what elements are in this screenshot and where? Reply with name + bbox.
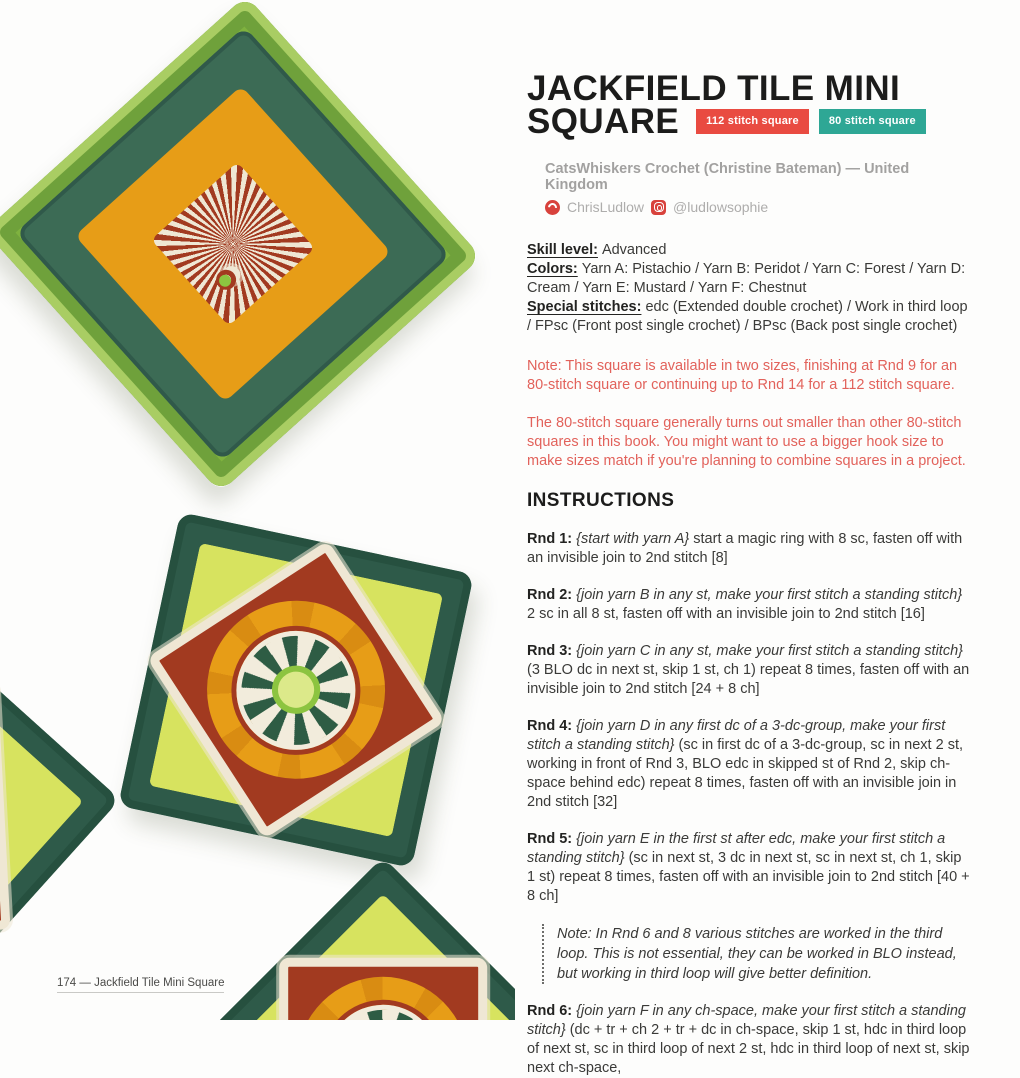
badge-80-stitch: 80 stitch square	[819, 109, 926, 134]
rnd-2	[527, 586, 972, 624]
size-note-2: The 80-stitch square generally turns out smaller than other 80-stitch squares in this book. You might want to use a bigger hook size to make sizes match if you're planning to combine squares in a project.	[527, 415, 966, 469]
rnd-3-text: (3 BLO dc in next st, skip 1 st, ch 1) repeat 8 times, fasten off with an invisible join to 2nd stitch [24 + 8 ch]	[527, 662, 970, 697]
size-notes	[527, 357, 972, 471]
rnd-6-label: Rnd 6:	[527, 1003, 573, 1019]
instagram-icon	[651, 200, 666, 215]
lime-corner-field	[215, 894, 515, 1020]
ravelry-icon	[545, 200, 560, 215]
size-badges	[696, 109, 926, 134]
badge-112-stitch: 112 stitch square	[696, 109, 809, 134]
border-forest	[0, 572, 120, 1020]
centre-diamond	[279, 958, 487, 1020]
crochet-square-partial-left	[0, 572, 120, 1020]
centre-circle	[219, 274, 232, 287]
rnd-4-yarn: {join yarn D in any first dc of a 3-dc-group, make your first stitch a standing stitch}	[527, 718, 946, 753]
page-title-line1: JACKFIELD TILE MINI	[527, 69, 901, 108]
crochet-square-small	[118, 512, 474, 868]
lime-corner-field	[149, 543, 443, 837]
rnd-5-text: (sc in next st, 3 dc in next st, sc in next st, ch 1, skip 1 st) repeat 8 times, fasten off with an invisible join to 2nd stitch [40 + 8 ch]	[527, 850, 970, 904]
rnd-3	[527, 642, 972, 699]
border-mustard	[75, 86, 391, 402]
rnd-3-yarn: {join yarn C in any st, make your first stitch a standing stitch}	[576, 643, 963, 659]
rnd-1-yarn: {start with yarn A}	[576, 531, 690, 547]
rnd-6-yarn: {join yarn F in any ch-space, make your first stitch a standing stitch}	[527, 1003, 966, 1038]
special-stitches-label: Special stitches:	[527, 299, 642, 315]
colors-value: Yarn A: Pistachio / Yarn B: Peridot / Yarn C: Forest / Yarn D: Cream / Yarn E: Mustard / Yarn F: Chestnut	[527, 261, 966, 296]
rnd-1-label: Rnd 1:	[527, 531, 573, 547]
designer-name: CatsWhiskers Crochet (Christine Bateman) — United Kingdom	[545, 161, 910, 193]
ravelry-handle: ChrisLudlow	[567, 199, 645, 215]
border-forest	[118, 512, 474, 868]
rnd-4-label: Rnd 4:	[527, 718, 573, 734]
instagram-handle: @ludlowsophie	[673, 199, 769, 215]
instructions-heading: INSTRUCTIONS	[527, 490, 675, 511]
colors-label: Colors:	[527, 261, 578, 277]
third-loop-note: Note: In Rnd 6 and 8 various stitches are worked in the third loop. This is not essential, they can be worked in BLO instead, but working in third loop will give better definition.	[542, 924, 972, 984]
special-stitches-line	[527, 298, 972, 336]
crochet-square-large	[0, 0, 482, 493]
special-stitches-value: edc (Extended double crochet) / Work in third loop / FPsc (Front post single crochet) / BPsc (Back post single crochet)	[527, 299, 968, 334]
size-note-1: Note: This square is available in two sizes, finishing at Rnd 9 for an 80-stitch square or continuing up to Rnd 14 for a 112 stitch square.	[527, 358, 958, 393]
skill-level-value: Advanced	[601, 242, 667, 258]
rnd-2-text: 2 sc in all 8 st, fasten off with an invisible join to 2nd stitch [16]	[527, 606, 925, 622]
page-title-line2: SQUARE	[527, 102, 680, 141]
page-footer: 174 — Jackfield Tile Mini Square	[57, 977, 224, 993]
rnd-1	[527, 530, 972, 568]
colors-line	[527, 260, 972, 298]
skill-level-line	[527, 241, 972, 260]
page-title	[527, 69, 972, 141]
social-handles	[545, 199, 972, 215]
rnd-5	[527, 830, 972, 906]
rnd-6-text: (dc + tr + ch 2 + tr + dc in ch-space, skip 1 st, hdc in third loop of next st, sc in third loop of next 2 st, hdc in third loop of next st, skip next ch-space,	[527, 1022, 970, 1076]
border-forest	[178, 857, 515, 1020]
lime-corner-field	[0, 609, 83, 1016]
pattern-text-column	[527, 69, 972, 1078]
centre-diamond	[0, 681, 11, 942]
rnd-1-text: start a magic ring with 8 sc, fasten off with an invisible join to 2nd stitch [8]	[527, 531, 963, 566]
rnd-5-yarn: {join yarn E in the first st after edc, make your first stitch a standing stitch}	[527, 831, 946, 866]
designer-block	[545, 161, 972, 215]
rnd-4	[527, 717, 972, 812]
centre-diamond	[146, 540, 445, 839]
skill-level-label: Skill level:	[527, 242, 598, 258]
crochet-photo	[0, 0, 515, 1020]
border-forest	[16, 27, 451, 462]
rnd-4-text: (sc in first dc of a 3-dc-group, sc in next 2 st, working in front of Rnd 3, BLO edc in skipped st of Rnd 2, skip ch-space behind edc) repeat 8 times, fasten off with an invisible join in 2nd stitch [32]	[527, 737, 964, 810]
centre-diamond	[222, 266, 241, 285]
rnd-5-label: Rnd 5:	[527, 831, 573, 847]
rnd-3-label: Rnd 3:	[527, 643, 573, 659]
border-pistachio	[0, 0, 482, 493]
chestnut-cream-dash-ring	[151, 162, 315, 326]
rnd-2-yarn: {join yarn B in any st, make your first stitch a standing stitch}	[576, 587, 963, 603]
pattern-meta	[527, 241, 972, 336]
rnd-6	[527, 1002, 972, 1078]
crochet-square-partial-bottom	[178, 857, 515, 1020]
rnd-2-label: Rnd 2:	[527, 587, 573, 603]
